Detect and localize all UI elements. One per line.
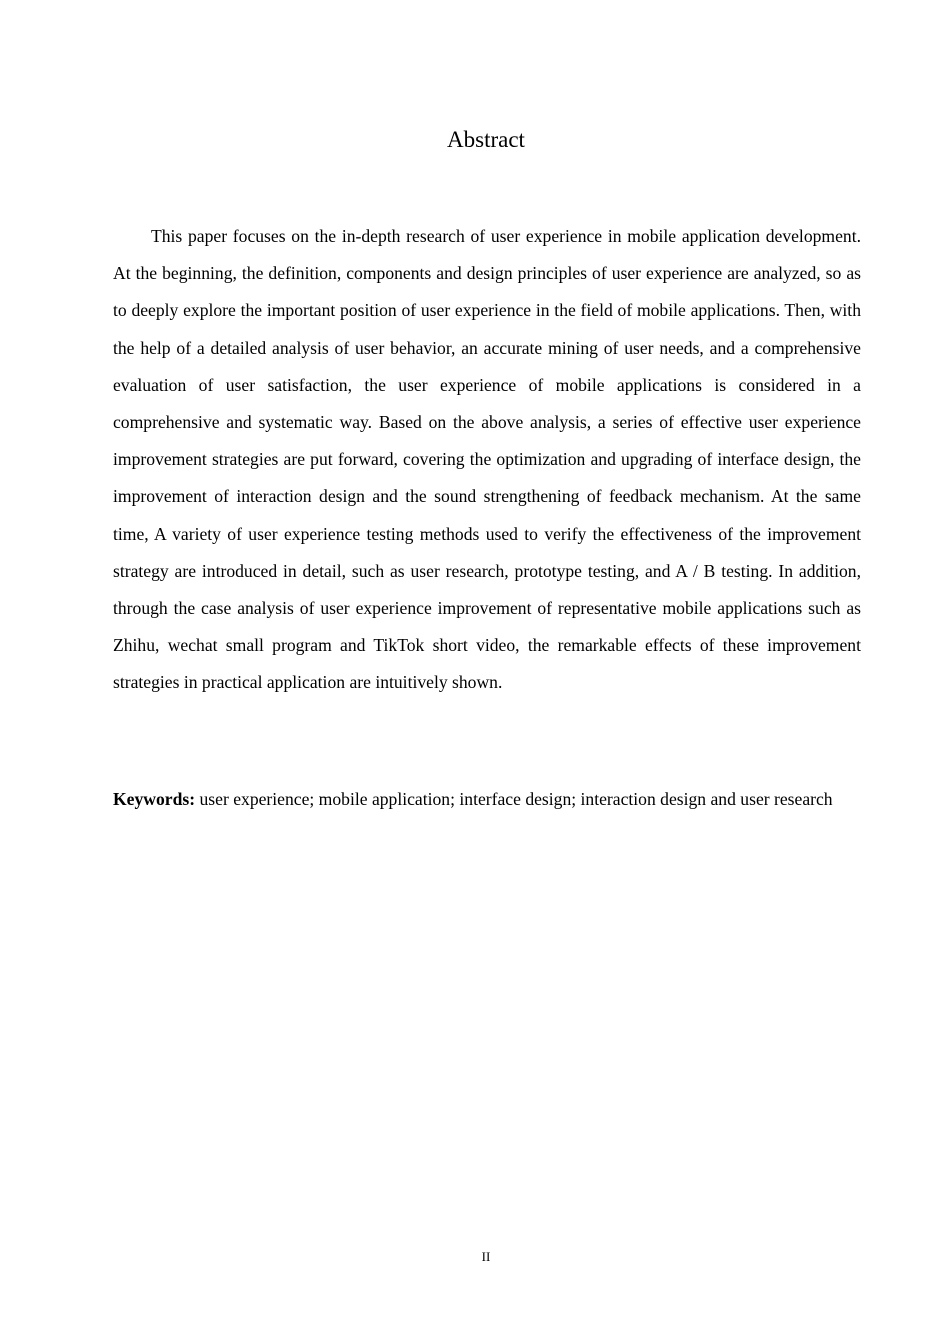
page-title: Abstract <box>447 127 525 152</box>
keywords-label: Keywords: <box>113 789 196 809</box>
abstract-paragraph: This paper focuses on the in-depth research of user experience in mobile application development. At the beginning, the definition, components and design principles of user experience are analyzed, so as to deeply explore the important position of user experience in the field of mobile applications. Then, with the help of a detailed analysis of user behavior, an accurate mining of user needs, and a comprehensive evaluation of user satisfaction, the user experience of mobile applications is considered in a comprehensive and systematic way. Based on the above analysis, a series of effective user experience improvement strategies are put forward, covering the optimization and upgrading of interface design, the improvement of interaction design and the sound strengthening of feedback mechanism. At the same time, A variety of user experience testing methods used to verify the effectiveness of the improvement strategy are introduced in detail, such as user research, prototype testing, and A / B testing. In addition, through the case analysis of user experience improvement of representative mobile applications such as Zhihu, wechat small program and TikTok short video, the remarkable effects of these improvement strategies in practical application are intuitively shown. <box>113 226 861 693</box>
page-number: II <box>481 1249 491 1264</box>
keywords-line <box>113 782 843 817</box>
keywords-text: user experience; mobile application; interface design; interaction design and user research <box>199 789 833 809</box>
